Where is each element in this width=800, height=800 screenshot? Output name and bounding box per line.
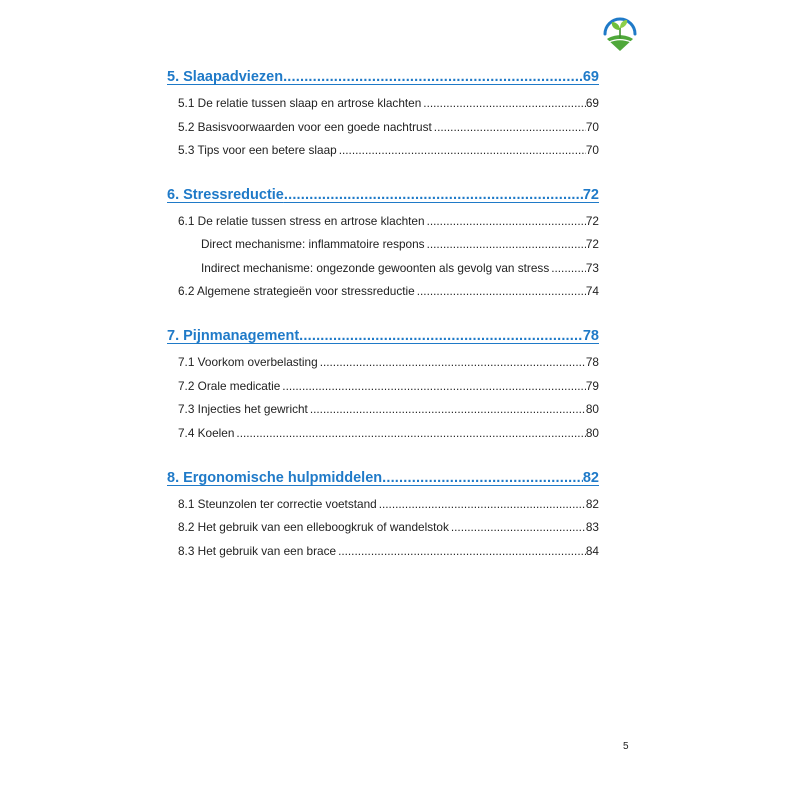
toc-page-number: 72 <box>585 214 599 228</box>
toc-section-7-2[interactable] <box>178 379 599 397</box>
dot-leader <box>432 120 586 134</box>
dot-leader <box>283 69 583 85</box>
dot-leader <box>284 187 583 203</box>
toc-page-number: 82 <box>582 470 599 486</box>
toc-chapter-title: 8. Ergonomische hulpmiddelen <box>167 470 383 486</box>
toc-section-8-3[interactable] <box>178 544 599 562</box>
toc-section-title: 8.3 Het gebruik van een brace <box>178 544 337 558</box>
toc-section-title: 7.4 Koelen <box>178 426 235 440</box>
toc-chapter-6[interactable] <box>167 187 599 209</box>
toc-section-5-1[interactable] <box>178 96 599 114</box>
toc-section-8-2[interactable] <box>178 520 599 538</box>
toc-section-title: 6.1 De relatie tussen stress en artrose klachten <box>178 214 425 228</box>
toc-section-7-1[interactable] <box>178 355 599 373</box>
toc-page-number: 78 <box>585 355 599 369</box>
toc-chapter-7[interactable] <box>167 328 599 350</box>
toc-section-title: 8.1 Steunzolen ter correctie voetstand <box>178 497 377 511</box>
toc-chapter-8[interactable] <box>167 470 599 492</box>
toc-page-number: 70 <box>585 143 599 157</box>
toc-page-number: 79 <box>585 379 599 393</box>
dot-leader <box>549 261 586 275</box>
toc-section-title: 5.2 Basisvoorwaarden voor een goede nachtrust <box>178 120 432 134</box>
toc-section-6-1[interactable] <box>178 214 599 232</box>
toc-section-title: 7.3 Injecties het gewricht <box>178 402 308 416</box>
toc-subsection-title: Direct mechanisme: inflammatoire respons <box>201 237 425 251</box>
toc-section-title: 7.2 Orale medicatie <box>178 379 281 393</box>
page-number: 5 <box>623 741 629 752</box>
toc-page-number: 80 <box>585 402 599 416</box>
toc-section-7-4[interactable] <box>178 426 599 444</box>
dot-leader <box>415 284 586 298</box>
toc-section-5-2[interactable] <box>178 120 599 138</box>
toc-section-title: 6.2 Algemene strategieën voor stressreductie <box>178 284 415 298</box>
dot-leader <box>234 426 585 440</box>
dot-leader <box>308 402 586 416</box>
toc-page-number: 70 <box>585 120 599 134</box>
toc-page-number: 84 <box>585 544 599 558</box>
dot-leader <box>318 355 586 369</box>
toc-page-number: 80 <box>585 426 599 440</box>
toc-page-number: 69 <box>582 69 599 85</box>
toc-page-number: 83 <box>585 520 599 534</box>
toc-chapter-title: 5. Slaapadviezen <box>167 69 284 85</box>
toc-section-8-1[interactable] <box>178 497 599 515</box>
toc-page-number: 73 <box>585 261 599 275</box>
toc-page-number: 72 <box>582 187 599 203</box>
toc-section-6-2[interactable] <box>178 284 599 302</box>
dot-leader <box>299 328 583 344</box>
dot-leader <box>280 379 586 393</box>
toc-page-number: 74 <box>585 284 599 298</box>
toc-subsection-indirect-mechanisme[interactable] <box>201 261 599 279</box>
dot-leader <box>449 520 586 534</box>
toc-section-7-3[interactable] <box>178 402 599 420</box>
dot-leader <box>337 143 586 157</box>
toc-section-5-3[interactable] <box>178 143 599 161</box>
dot-leader <box>425 214 586 228</box>
toc-section-title: 5.1 De relatie tussen slaap en artrose klachten <box>178 96 422 110</box>
toc-section-title: 8.2 Het gebruik van een elleboogkruk of wandelstok <box>178 520 449 534</box>
toc-chapter-5[interactable] <box>167 69 599 91</box>
toc-subsection-title: Indirect mechanisme: ongezonde gewoonten als gevolg van stress <box>201 261 550 275</box>
dot-leader <box>377 497 586 511</box>
toc-page-number: 72 <box>585 237 599 251</box>
dot-leader <box>382 470 583 486</box>
dot-leader <box>336 544 586 558</box>
toc-section-title: 5.3 Tips voor een betere slaap <box>178 143 337 157</box>
dot-leader <box>425 237 586 251</box>
toc-section-title: 7.1 Voorkom overbelasting <box>178 355 318 369</box>
dot-leader <box>421 96 586 110</box>
toc-page-number: 78 <box>582 328 599 344</box>
toc-chapter-title: 7. Pijnmanagement <box>167 328 300 344</box>
toc-chapter-title: 6. Stressreductie <box>167 187 284 203</box>
toc-subsection-direct-mechanisme[interactable] <box>201 237 599 255</box>
toc-page-number: 69 <box>585 96 599 110</box>
toc-page-number: 82 <box>585 497 599 511</box>
